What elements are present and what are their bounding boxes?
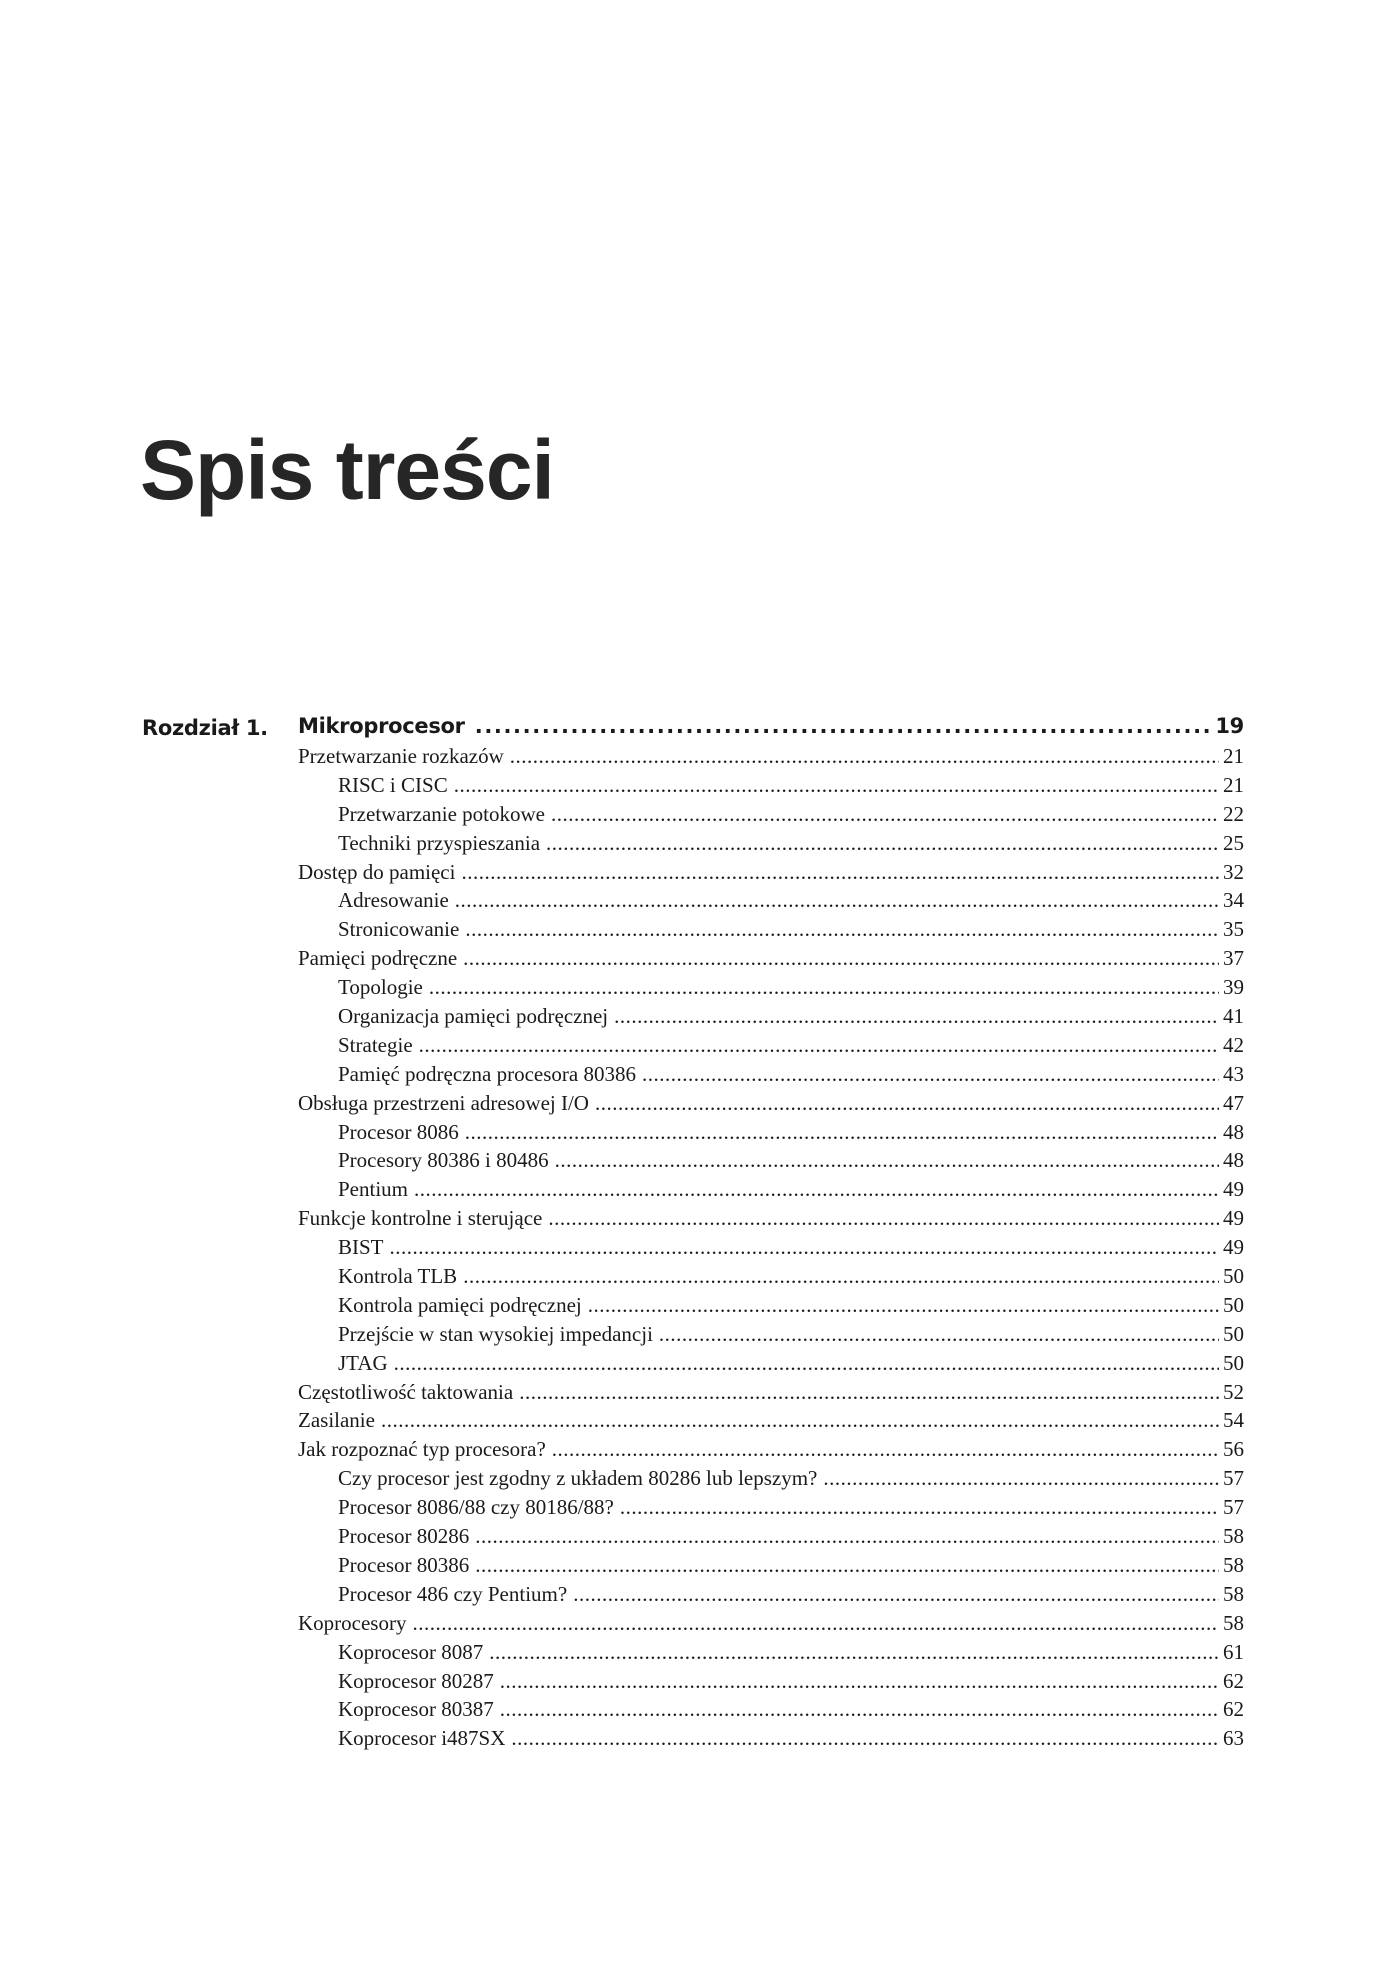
toc-entry-title: JTAG — [338, 1350, 388, 1375]
toc-entry-page: 42 — [1223, 1032, 1244, 1057]
toc-entry-page: 58 — [1223, 1524, 1244, 1549]
toc-leader-dots — [429, 975, 1219, 1000]
toc-leader-dots — [475, 1553, 1219, 1578]
toc-section-entry[interactable] — [298, 1091, 1244, 1120]
toc-entry-title: Pentium — [338, 1177, 409, 1202]
toc-entry-page: 49 — [1223, 1206, 1244, 1231]
toc-subsection-entry[interactable] — [298, 1120, 1244, 1149]
toc-entry-title: Kontrola TLB — [338, 1264, 458, 1289]
toc-entry-page: 58 — [1223, 1581, 1244, 1606]
toc-subsection-entry[interactable] — [298, 1177, 1244, 1206]
toc-subsection-entry[interactable] — [298, 975, 1244, 1004]
toc-leader-dots — [381, 1408, 1219, 1433]
toc-entry-title: Przejście w stan wysokiej impedancji — [338, 1321, 653, 1346]
toc-leader-dots — [419, 1033, 1219, 1058]
toc-entry-title: Funkcje kontrolne i sterujące — [298, 1206, 543, 1231]
toc-entry-page: 52 — [1223, 1379, 1244, 1404]
toc-entry-title: Techniki przyspieszania — [338, 830, 541, 855]
toc-entry-title: Procesor 8086 — [338, 1119, 459, 1144]
toc-entry-title: Procesor 80286 — [338, 1524, 470, 1549]
toc-chapter-entry[interactable] — [298, 714, 1244, 744]
toc-section-entry[interactable] — [298, 1408, 1244, 1437]
toc-entry-page: 48 — [1223, 1119, 1244, 1144]
toc-subsection-entry[interactable] — [298, 1582, 1244, 1611]
toc-section-entry[interactable] — [298, 860, 1244, 889]
toc-leader-dots — [546, 831, 1219, 856]
toc-entry-page: 35 — [1223, 917, 1244, 942]
toc-leader-dots — [475, 1524, 1219, 1549]
toc-subsection-entry[interactable] — [298, 1553, 1244, 1582]
toc-entry-title: Przetwarzanie rozkazów — [298, 744, 504, 768]
toc-leader-dots — [463, 1264, 1219, 1289]
toc-subsection-entry[interactable] — [298, 888, 1244, 917]
chapter-label: Rozdział 1. — [142, 716, 268, 740]
toc-entry-page: 37 — [1223, 946, 1244, 971]
toc-subsection-entry[interactable] — [298, 1524, 1244, 1553]
toc-subsection-entry[interactable] — [298, 1004, 1244, 1033]
toc-entry-page: 57 — [1223, 1495, 1244, 1520]
toc-entry-page: 57 — [1223, 1466, 1244, 1491]
table-of-contents — [298, 714, 1244, 1755]
toc-entry-title: Procesor 486 czy Pentium? — [338, 1581, 568, 1606]
toc-entry-page: 58 — [1223, 1552, 1244, 1577]
toc-entry-title: Pamięci podręczne — [298, 946, 458, 971]
toc-entry-page: 21 — [1223, 772, 1244, 797]
toc-entry-title: Czy procesor jest zgodny z układem 80286 lub lepszym? — [338, 1466, 818, 1491]
toc-leader-dots — [500, 1669, 1219, 1694]
toc-leader-dots — [455, 888, 1219, 913]
toc-leader-dots — [412, 1611, 1219, 1636]
toc-chapter-title: Mikroprocesor — [298, 714, 465, 738]
toc-leader-dots — [519, 1380, 1219, 1405]
toc-subsection-entry[interactable] — [298, 1640, 1244, 1669]
toc-entry-title: Procesor 8086/88 czy 80186/88? — [338, 1495, 614, 1520]
toc-entry-page: 61 — [1223, 1639, 1244, 1664]
toc-entry-title: Koprocesory — [298, 1610, 407, 1635]
toc-leader-dots — [454, 773, 1219, 798]
toc-subsection-entry[interactable] — [298, 1033, 1244, 1062]
toc-entry-page: 62 — [1223, 1668, 1244, 1693]
toc-entry-page: 49 — [1223, 1235, 1244, 1260]
toc-leader-dots — [659, 1322, 1219, 1347]
toc-entry-page: 22 — [1223, 801, 1244, 826]
toc-entry-title: Kontrola pamięci podręcznej — [338, 1292, 582, 1317]
toc-subsection-entry[interactable] — [298, 1466, 1244, 1495]
toc-leader-dots — [510, 744, 1219, 769]
toc-entry-title: Procesory 80386 i 80486 — [338, 1148, 549, 1173]
toc-entry-page: 25 — [1223, 830, 1244, 855]
toc-subsection-entry[interactable] — [298, 1351, 1244, 1380]
toc-leader-dots — [475, 714, 1212, 738]
toc-entry-title: RISC i CISC — [338, 772, 448, 797]
toc-entry-title: BIST — [338, 1235, 384, 1260]
toc-entry-title: Jak rozpoznać typ procesora? — [298, 1437, 546, 1462]
toc-entry-title: Topologie — [338, 975, 423, 1000]
toc-subsection-entry[interactable] — [298, 1726, 1244, 1755]
toc-entry-title: Koprocesor 8087 — [338, 1639, 484, 1664]
toc-entry-title: Koprocesor 80287 — [338, 1668, 494, 1693]
toc-entry-title: Koprocesor 80387 — [338, 1697, 494, 1722]
toc-entry-page: 50 — [1223, 1292, 1244, 1317]
toc-leader-dots — [642, 1062, 1219, 1087]
toc-entry-page: 63 — [1223, 1726, 1244, 1751]
toc-entry-title: Częstotliwość taktowania — [298, 1379, 514, 1404]
toc-entry-title: Zasilanie — [298, 1408, 375, 1433]
toc-leader-dots — [463, 946, 1219, 971]
toc-subsection-entry[interactable] — [298, 1322, 1244, 1351]
toc-leader-dots — [588, 1293, 1219, 1318]
toc-subsection-entry[interactable] — [298, 1697, 1244, 1726]
toc-entry-page: 43 — [1223, 1061, 1244, 1086]
toc-entry-page: 54 — [1223, 1408, 1244, 1433]
toc-section-entry[interactable] — [298, 946, 1244, 975]
toc-entry-page: 56 — [1223, 1437, 1244, 1462]
toc-section-entry[interactable] — [298, 744, 1244, 773]
toc-entry-page: 50 — [1223, 1321, 1244, 1346]
toc-leader-dots — [465, 1120, 1219, 1145]
toc-subsection-entry[interactable] — [298, 802, 1244, 831]
toc-entry-page: 41 — [1223, 1004, 1244, 1029]
toc-subsection-entry[interactable] — [298, 1148, 1244, 1177]
toc-entry-page: 47 — [1223, 1090, 1244, 1115]
toc-subsection-entry[interactable] — [298, 917, 1244, 946]
toc-leader-dots — [555, 1148, 1219, 1173]
toc-leader-dots — [511, 1726, 1219, 1751]
toc-leader-dots — [548, 1206, 1219, 1231]
toc-leader-dots — [390, 1235, 1219, 1260]
toc-entry-page: 49 — [1223, 1177, 1244, 1202]
toc-chapter-page: 19 — [1215, 714, 1244, 738]
toc-section-entry[interactable] — [298, 1437, 1244, 1466]
toc-entry-page: 62 — [1223, 1697, 1244, 1722]
toc-subsection-entry[interactable] — [298, 1062, 1244, 1091]
toc-subsection-entry[interactable] — [298, 831, 1244, 860]
toc-subsection-entry[interactable] — [298, 1264, 1244, 1293]
toc-entry-title: Procesor 80386 — [338, 1552, 470, 1577]
toc-leader-dots — [595, 1091, 1219, 1116]
toc-leader-dots — [620, 1495, 1219, 1520]
toc-entry-page: 21 — [1223, 744, 1244, 768]
toc-subsection-entry[interactable] — [298, 1235, 1244, 1264]
toc-leader-dots — [461, 860, 1219, 885]
toc-entry-title: Adresowanie — [338, 888, 449, 913]
toc-entry-page: 48 — [1223, 1148, 1244, 1173]
toc-leader-dots — [394, 1351, 1219, 1376]
toc-leader-dots — [465, 917, 1219, 942]
toc-subsection-entry[interactable] — [298, 1293, 1244, 1322]
toc-section-entry[interactable] — [298, 1206, 1244, 1235]
toc-leader-dots — [552, 1437, 1219, 1462]
toc-entry-page: 50 — [1223, 1264, 1244, 1289]
toc-leader-dots — [414, 1177, 1219, 1202]
toc-leader-dots — [489, 1640, 1219, 1665]
toc-entry-title: Koprocesor i487SX — [338, 1726, 506, 1751]
toc-entry-title: Obsługa przestrzeni adresowej I/O — [298, 1090, 589, 1115]
toc-entry-page: 34 — [1223, 888, 1244, 913]
toc-leader-dots — [500, 1697, 1219, 1722]
toc-entry-page: 39 — [1223, 975, 1244, 1000]
toc-section-entry[interactable] — [298, 1611, 1244, 1640]
toc-subsection-entry[interactable] — [298, 773, 1244, 802]
toc-leader-dots — [614, 1004, 1219, 1029]
toc-leader-dots — [573, 1582, 1219, 1607]
toc-entry-title: Pamięć podręczna procesora 80386 — [338, 1061, 636, 1086]
toc-entry-title: Dostęp do pamięci — [298, 859, 456, 884]
toc-leader-dots — [551, 802, 1219, 827]
page-title: Spis treści — [140, 423, 554, 517]
toc-entry-page: 58 — [1223, 1610, 1244, 1635]
toc-entry-page: 32 — [1223, 859, 1244, 884]
toc-leader-dots — [823, 1466, 1219, 1491]
toc-entry-title: Strategie — [338, 1032, 413, 1057]
toc-section-entry[interactable] — [298, 1380, 1244, 1409]
toc-entry-title: Stronicowanie — [338, 917, 460, 942]
toc-entry-title: Organizacja pamięci podręcznej — [338, 1004, 609, 1029]
toc-entry-page: 50 — [1223, 1350, 1244, 1375]
toc-subsection-entry[interactable] — [298, 1669, 1244, 1698]
toc-entry-title: Przetwarzanie potokowe — [338, 801, 545, 826]
toc-subsection-entry[interactable] — [298, 1495, 1244, 1524]
